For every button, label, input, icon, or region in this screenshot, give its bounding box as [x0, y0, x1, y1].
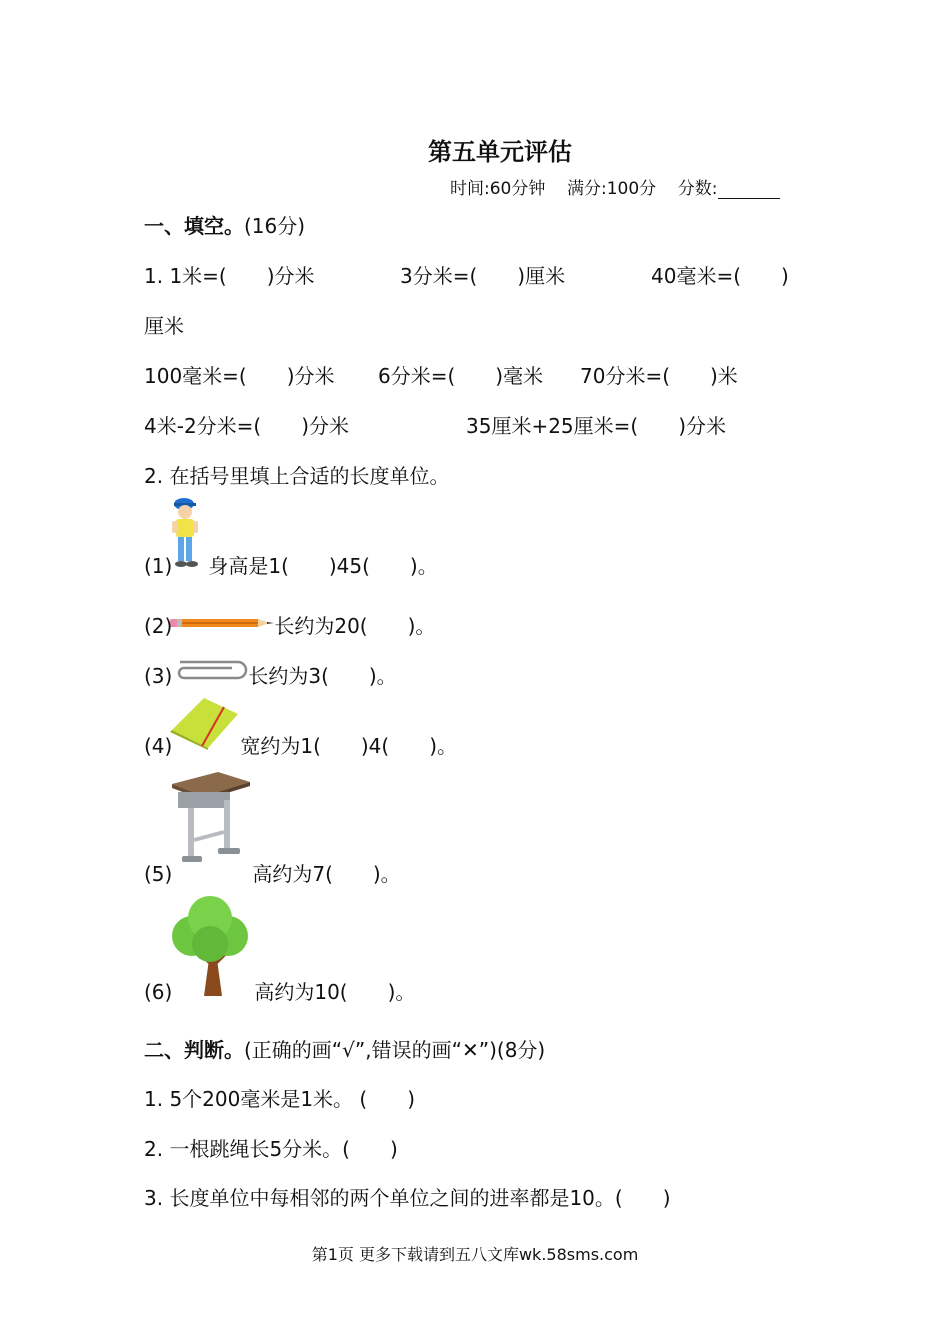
judge-item-2: 2. 一根跳绳长5分米。( )	[144, 1137, 398, 1161]
q1-row2-b: 6分米=( )毫米	[378, 364, 544, 388]
q1-row3-b: 35厘米+25厘米=( )分米	[466, 414, 727, 438]
judge-item-3: 3. 长度单位中每相邻的两个单位之间的进率都是10。( )	[144, 1186, 671, 1210]
q1-row2-a: 100毫米=( )分米	[144, 364, 335, 388]
time-limit: 时间:60分钟	[450, 179, 546, 199]
page-footer: 第1页 更多下载请到五八文库wk.58sms.com	[311, 1245, 639, 1264]
q1-row2-c: 70分米=( )米	[580, 364, 738, 388]
item-3: (3) 长约为3( )。	[144, 664, 397, 688]
q1-row1-c: 40毫米=( )	[651, 264, 789, 288]
page-title: 第五单元评估	[428, 137, 572, 166]
item-1: (1) 身高是1( )45( )。	[144, 554, 438, 578]
q1-row1-a: 1. 1米=( )分米	[144, 264, 315, 288]
item-6: (6) 高约为10( )。	[144, 980, 416, 1004]
item-4: (4) 宽约为1( )4( )。	[144, 734, 458, 758]
exam-meta	[450, 174, 780, 199]
q1-row1-b: 3分米=( )厘米	[400, 264, 566, 288]
full-score: 满分:100分	[566, 179, 657, 199]
q2-instruction: 2. 在括号里填上合适的长度单位。	[144, 464, 450, 488]
q1-row3-a: 4米-2分米=( )分米	[144, 414, 350, 438]
score-label: 分数:	[677, 179, 718, 199]
score-blank	[718, 180, 780, 199]
section2-heading: 二、判断。(正确的画“√”,错误的画“✕”)(8分)	[144, 1038, 546, 1062]
section1-heading: 一、填空。(16分)	[144, 214, 306, 238]
item-5: (5) 高约为7( )。	[144, 862, 401, 886]
item-2: (2) 长约为20( )。	[144, 614, 436, 638]
q1-row1-wrap: 厘米	[144, 314, 184, 338]
judge-item-1: 1. 5个200毫米是1米。 ( )	[144, 1087, 416, 1111]
